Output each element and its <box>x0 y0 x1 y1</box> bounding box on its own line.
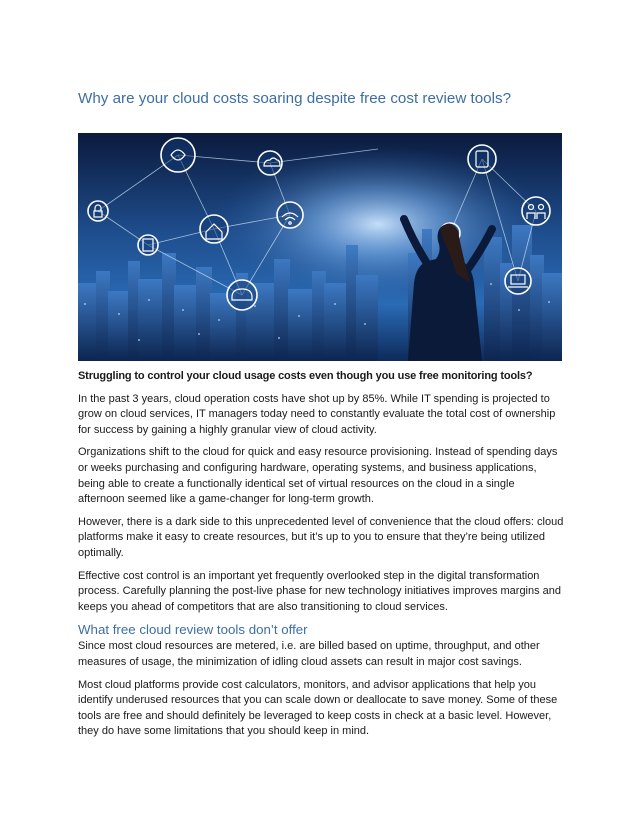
paragraph: Most cloud platforms provide cost calculators, monitors, and advisor applications that help you identify underused resources that you can scale down or deallocate to save money. Some of these tools are free and should definitely be leveraged to keep costs in check at a basic level. However, they do have some limitations that you should keep in mind. <box>78 678 558 738</box>
article-body <box>78 369 564 747</box>
paragraph: Since most cloud resources are metered, i.e. are billed based on uptime, throughput, and other measures of usage, the minimization of idling cloud assets can result in major cost savings. <box>78 640 540 668</box>
paragraph: However, there is a dark side to this unprecedented level of convenience that the cloud offers: cloud platforms make it easy to create resources, but it’s up to you to ensure that they’re being utilized optimally. <box>78 515 564 559</box>
paragraph: In the past 3 years, cloud operation costs have shot up by 85%. While IT spending is projected to grow on cloud services, IT managers today need to constantly evaluate the total cost of ownership for success by gaining a highly granular view of cloud activity. <box>78 392 556 436</box>
car-icon <box>227 280 257 310</box>
page-title: Why are your cloud costs soaring despite free cost review tools? <box>78 90 512 107</box>
tablet-icon <box>468 145 496 173</box>
lead-paragraph: Struggling to control your cloud usage costs even though you use free monitoring tools? <box>78 370 533 382</box>
hero-image <box>78 133 562 361</box>
paragraph: Organizations shift to the cloud for quick and easy resource provisioning. Instead of spending days or weeks purchasing and configuring hardware, operating systems, and business applications, being able to create a functionally identical set of virtual resources on the cloud in a single afternoon seemed like a game-changer for long-term growth. <box>78 446 558 506</box>
section-heading: What free cloud review tools don’t offer <box>78 622 308 638</box>
paragraph: Effective cost control is an important yet frequently overlooked step in the digital transformation process. Carefully planning the post-live phase for new technology initiatives improves margins and keeps you ahead of competitors that are also transitioning to cloud services. <box>78 569 562 613</box>
brain-icon <box>161 138 195 172</box>
people-icon <box>522 197 550 225</box>
building-icon <box>138 235 158 255</box>
cloud-icon <box>258 151 282 175</box>
laptop-icon <box>505 268 531 294</box>
